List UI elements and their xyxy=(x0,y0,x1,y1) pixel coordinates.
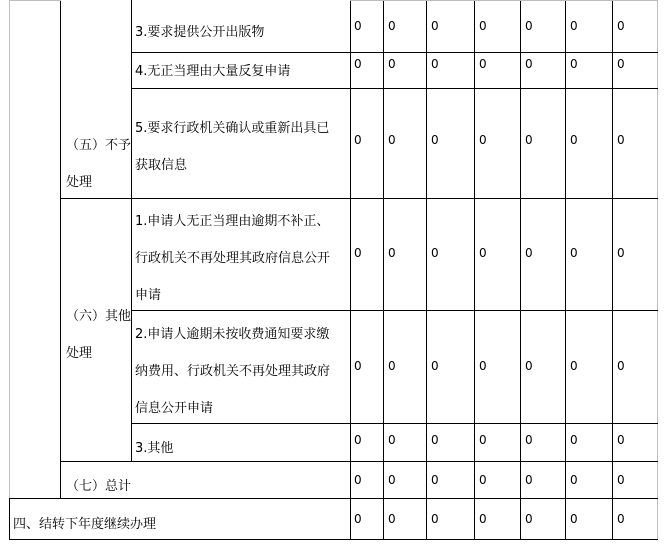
top-dash-1 xyxy=(9,0,61,1)
value-cell: 0 xyxy=(479,433,487,447)
value-cell: 0 xyxy=(354,133,362,147)
value-cell: 0 xyxy=(525,19,533,33)
value-cell: 0 xyxy=(431,473,439,487)
value-cell: 0 xyxy=(525,359,533,373)
value-cell: 0 xyxy=(354,246,362,260)
col-divider-7 xyxy=(520,0,521,540)
col-divider-4 xyxy=(383,0,384,540)
value-cell: 0 xyxy=(431,133,439,147)
col-divider-2 xyxy=(131,0,132,461)
value-cell: 0 xyxy=(479,19,487,33)
value-cell: 0 xyxy=(525,512,533,526)
group-six-line-2: 处理 xyxy=(66,346,93,361)
value-cell: 0 xyxy=(354,19,362,33)
value-cell: 0 xyxy=(570,19,578,33)
group-six-line-1: （六）其他 xyxy=(66,309,132,324)
row-label: 四、结转下年度继续办理 xyxy=(13,517,157,532)
value-cell: 0 xyxy=(431,57,439,71)
row-label-line: 申请 xyxy=(135,288,162,303)
row-label-line: 信息公开申请 xyxy=(135,401,214,416)
value-cell: 0 xyxy=(431,433,439,447)
value-cell: 0 xyxy=(388,246,396,260)
row-label: 3.其他 xyxy=(135,441,174,456)
value-cell: 0 xyxy=(525,433,533,447)
value-cell: 0 xyxy=(388,133,396,147)
value-cell: 0 xyxy=(388,359,396,373)
row-label: 4.无正当理由大量反复申请 xyxy=(135,64,291,79)
value-cell: 0 xyxy=(525,246,533,260)
col-divider-1 xyxy=(60,0,61,498)
value-cell: 0 xyxy=(431,512,439,526)
group-label-six xyxy=(66,298,131,372)
value-cell: 0 xyxy=(525,57,533,71)
row-label-line: 行政机关不再处理其政府信息公开 xyxy=(135,251,331,266)
value-cell: 0 xyxy=(388,19,396,33)
col-divider-8 xyxy=(565,0,566,540)
value-cell: 0 xyxy=(570,473,578,487)
value-cell: 0 xyxy=(617,57,625,71)
value-cell: 0 xyxy=(479,359,487,373)
value-cell: 0 xyxy=(479,246,487,260)
value-cell: 0 xyxy=(525,133,533,147)
row-label-line: 获取信息 xyxy=(135,158,188,173)
value-cell: 0 xyxy=(431,19,439,33)
row-label xyxy=(135,110,329,184)
group-label-five xyxy=(66,127,131,201)
group-five-line-1: （五）不予 xyxy=(66,138,132,153)
row-line-3 xyxy=(60,198,658,199)
value-cell: 0 xyxy=(617,433,625,447)
table-left-border-top xyxy=(9,0,10,498)
value-cell: 0 xyxy=(617,19,625,33)
table-left-border xyxy=(9,498,10,540)
value-cell: 0 xyxy=(570,246,578,260)
value-cell: 0 xyxy=(570,133,578,147)
value-cell: 0 xyxy=(388,57,396,71)
value-cell: 0 xyxy=(354,57,362,71)
col-divider-5 xyxy=(426,0,427,540)
col-divider-6 xyxy=(474,0,475,540)
value-cell: 0 xyxy=(570,433,578,447)
row-label-line: 1.申请人无正当理由逾期不补正、 xyxy=(135,214,330,229)
value-cell: 0 xyxy=(388,433,396,447)
value-cell: 0 xyxy=(354,433,362,447)
value-cell: 0 xyxy=(525,473,533,487)
value-cell: 0 xyxy=(617,473,625,487)
value-cell: 0 xyxy=(617,359,625,373)
value-cell: 0 xyxy=(570,57,578,71)
table-right-border xyxy=(657,0,658,540)
value-cell: 0 xyxy=(570,512,578,526)
row-label-line: 2.申请人逾期未按收费通知要求缴 xyxy=(135,327,330,342)
row-label xyxy=(135,316,330,427)
value-cell: 0 xyxy=(431,359,439,373)
value-cell: 0 xyxy=(570,359,578,373)
value-cell: 0 xyxy=(388,473,396,487)
value-cell: 0 xyxy=(479,512,487,526)
row-label-line: 5.要求行政机关确认或重新出具已 xyxy=(135,121,330,136)
col-divider-9 xyxy=(612,0,613,540)
value-cell: 0 xyxy=(617,512,625,526)
value-cell: 0 xyxy=(431,246,439,260)
row-label: （七）总计 xyxy=(66,479,132,494)
value-cell: 0 xyxy=(354,512,362,526)
value-cell: 0 xyxy=(479,133,487,147)
value-cell: 0 xyxy=(617,246,625,260)
row-label xyxy=(135,203,330,314)
top-dash-2 xyxy=(350,0,658,1)
row-label-line: 纳费用、行政机关不再处理其政府 xyxy=(135,364,331,379)
group-five-line-2: 处理 xyxy=(66,175,93,190)
row-label: 3.要求提供公开出版物 xyxy=(135,25,265,40)
value-cell: 0 xyxy=(479,473,487,487)
value-cell: 0 xyxy=(354,359,362,373)
value-cell: 0 xyxy=(354,473,362,487)
value-cell: 0 xyxy=(388,512,396,526)
value-cell: 0 xyxy=(479,57,487,71)
col-divider-3 xyxy=(350,0,351,540)
value-cell: 0 xyxy=(617,133,625,147)
